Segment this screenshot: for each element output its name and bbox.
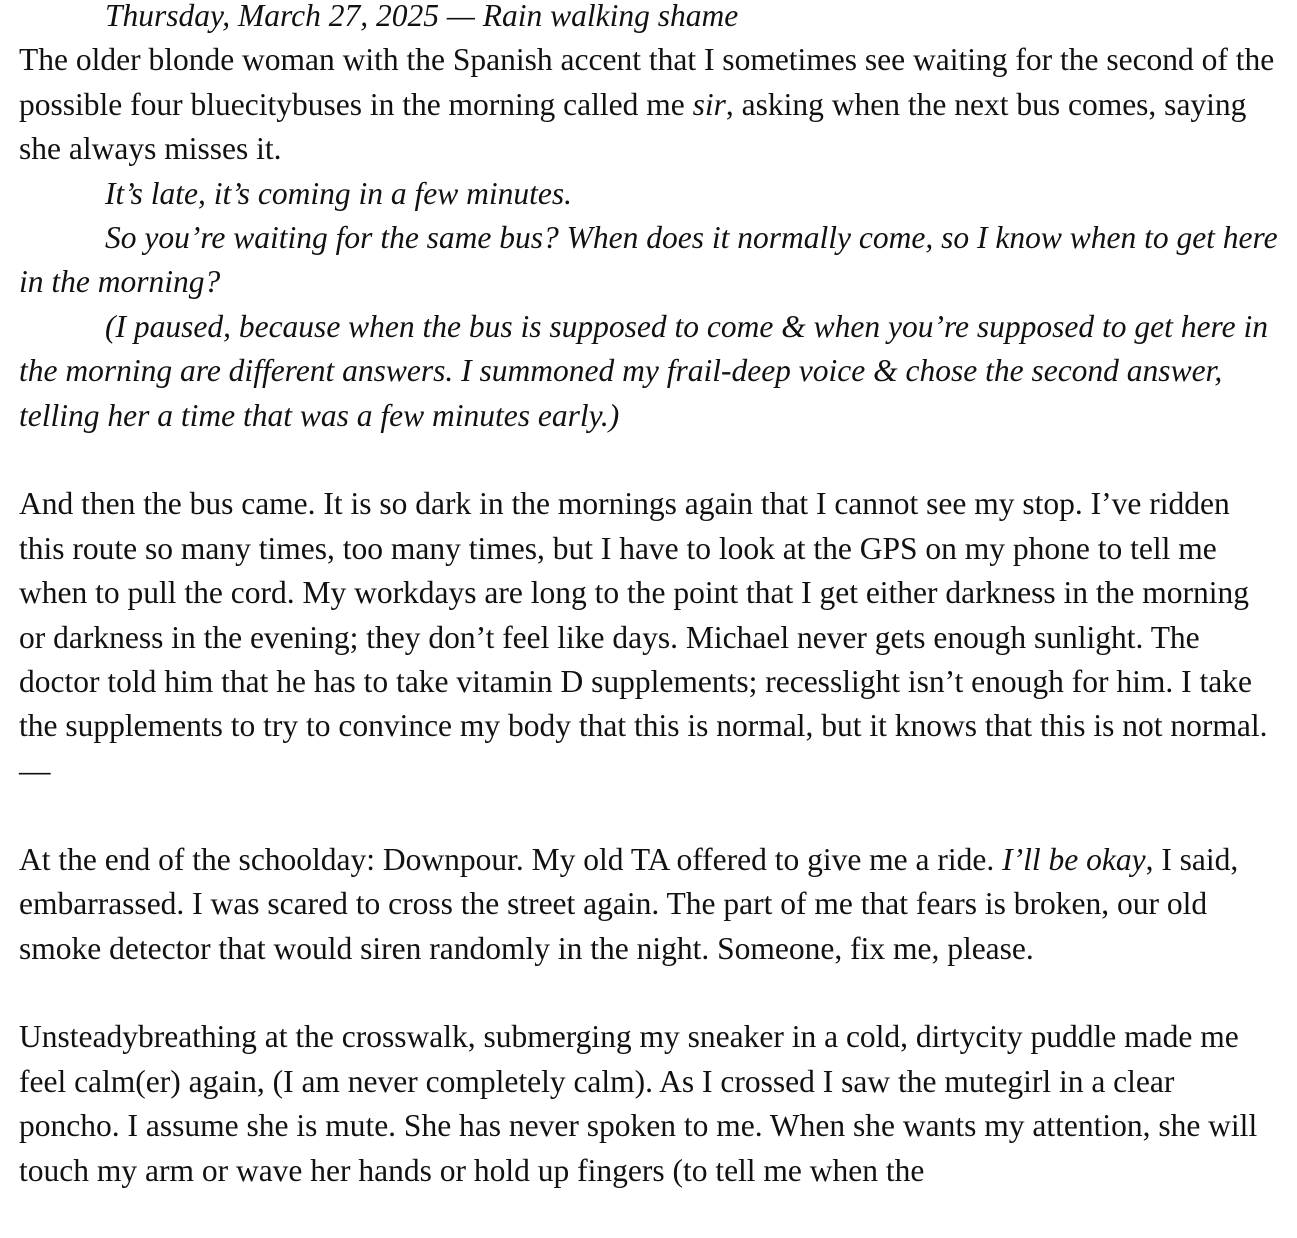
paragraph-spacer	[19, 971, 1281, 1015]
paragraph-bus-stop	[19, 38, 1281, 171]
paragraph-text: The older blonde woman with the Spanish accent that I sometimes see waiting for the second of the possible four bluecitybuses in the morning called me	[19, 42, 1275, 122]
paragraph-spacer	[19, 438, 1281, 482]
dialogue-aside: (I paused, because when the bus is supposed to come & when you’re supposed to get here in the morning are different answers. I summoned my frail-deep voice & chose the second answer, telling her a time that was a few minutes early.)	[19, 308, 1268, 433]
emphasis-text: sir	[692, 86, 726, 122]
emphasis-text: I’ll be okay	[1002, 841, 1146, 877]
document-page	[19, 0, 1281, 1193]
dialogue-question: So you’re waiting for the same bus? When does it normally come, so I know when to get here in the morning?	[19, 220, 1278, 300]
paragraph-downpour	[19, 838, 1281, 971]
paragraph-dark-mornings: And then the bus came. It is so dark in the mornings again that I cannot see my stop. I’ve ridden this route so many times, too many times, but I have to look at the GPS on my phone to tell me when to pull the cord. My workdays are long to the point that I get either darkness in the morning or darkness in the evening; they don’t feel like days. Michael never gets enough sunlight. The doctor told him that he has to take vitamin D supplements; recesslight isn’t enough for him. I take the supplements to try to convince my body that this is normal, but it knows that this is not normal.	[19, 486, 1268, 744]
entry-title: Thursday, March 27, 2025 — Rain walking shame	[105, 0, 739, 33]
dialogue-reply: It’s late, it’s coming in a few minutes.	[105, 175, 572, 211]
paragraph-spacer	[19, 793, 1281, 837]
section-divider: —	[19, 752, 51, 788]
paragraph-text: At the end of the schoolday: Downpour. My old TA offered to give me a ride.	[19, 841, 1003, 877]
paragraph-crosswalk: Unsteadybreathing at the crosswalk, submerging my sneaker in a cold, dirtycity puddle made me feel calm(er) again, (I am never completely calm). As I crossed I saw the mutegirl in a clear poncho. I assume she is mute. She has never spoken to me. When she wants my attention, she will touch my arm or wave her hands or hold up fingers (to tell me when the	[19, 1019, 1258, 1188]
paragraph-text: , asking when the next bus comes, saying she always misses it.	[19, 86, 1247, 167]
paragraph-text: , I said, embarrassed. I was scared to cross the street again. The part of me that fears is broken, our old smoke detector that would siren randomly in the night. Someone, fix me, please.	[19, 841, 1239, 966]
